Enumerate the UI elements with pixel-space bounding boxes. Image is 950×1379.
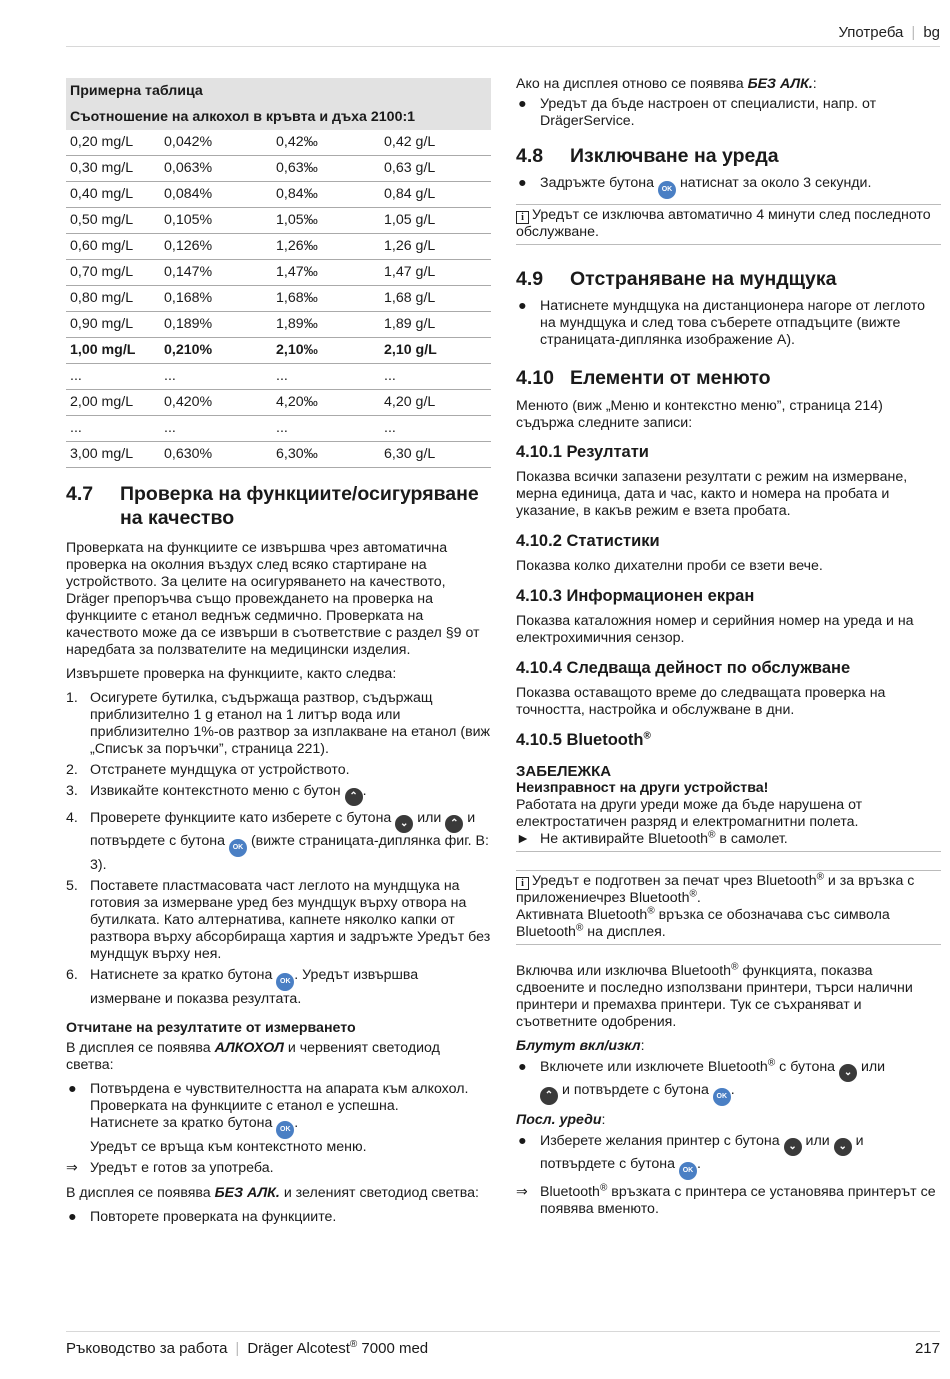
table-cell: 3,00 mg/L [66,442,160,468]
table-cell: 0,063% [160,156,272,182]
section-4-8-heading [516,144,941,168]
paragraph: Показва всички запазени резултати с режим на измерване, мерна единица, дата и час, както и номера на пробата и указание, в какъв режим е взета пробата. [516,469,908,519]
menu-entry-label [516,1112,941,1129]
result-line [516,1184,941,1218]
table-row [66,156,491,182]
table-cell: ... [380,364,491,390]
step-text: Осигурете бутилка, съдържаща разтвор, съдържащ приблизително 1 g етанол на 1 литър вода или приблизително 1%-ов разтвор за изплакване на етанол (виж „Списък за поръчки”, страница 221). [90,690,491,757]
table-cell: 1,47 g/L [380,260,491,286]
text: Уредът е подготвен за печат чрез Bluetooth [532,873,817,889]
table-cell: 0,210% [160,338,272,364]
table-row [66,208,491,234]
heading-text: 4.10.5 Bluetooth [516,731,644,749]
table-cell: ... [272,364,380,390]
table-cell: 1,26 g/L [380,234,491,260]
table-cell: 0,126% [160,234,272,260]
menu-entry-name: Блутут вкл/изкл [516,1038,641,1054]
table-cell: 0,084% [160,182,272,208]
list-item [66,783,491,806]
bullet: ● [518,1059,527,1075]
table-cell: ... [380,416,491,442]
notice-text: Работата на други уреди може да бъде нарушена от електростатичен разряд и електромагнитни полета. [516,797,863,830]
list-item [516,1133,941,1180]
text: и потвърдете с бутона [540,1133,864,1172]
paragraph [66,1040,491,1074]
paragraph: Показва колко дихателни проби се взети вече. [516,558,823,574]
table-cell: 1,68 g/L [380,286,491,312]
section-4-10-heading [516,366,941,390]
registered-mark: ® [689,888,697,900]
info-icon: i [516,211,529,224]
table-row [66,364,491,390]
ok-button-icon: OK [679,1162,697,1180]
text: . [696,1156,701,1172]
ok-button-icon: OK [713,1088,731,1106]
display-text: АЛКОХОЛ [214,1040,284,1056]
list-item [66,1209,491,1226]
bullet-list [66,1081,491,1156]
info-box [516,204,941,245]
table-cell: 6,30‰ [272,442,380,468]
list-item [66,1081,491,1156]
subsection-heading [516,732,941,749]
text: В дисплея се появява [66,1040,211,1056]
table-cell: 0,30 mg/L [66,156,160,182]
footer-model: 7000 med [361,1340,429,1357]
table-cell: 4,20‰ [272,390,380,416]
info-icon: i [516,877,529,890]
step-number: 1. [66,690,78,706]
bullet-list [516,175,941,199]
table-cell: 0,189% [160,312,272,338]
list-item [66,690,491,758]
text: в самолет. [719,831,788,847]
section-4-9-heading [516,267,941,291]
paragraph: Извършете проверка на функциите, както следва: [66,666,397,682]
paragraph: Проверката на функциите се извършва чрез автоматична проверка на околния въздух след всяко стартиране на устройството. За целите на осигуряването на качеството, Dräger препоръчва също провеждането на проверка на функциите с етанол веднъж седмично. Проверката на качеството може да се извърши в съответствие с раздел §9 от наредбата за ползвателите на медицински изделия. [66,540,480,658]
subsection-heading: 4.10.3 Информационен екран [516,587,755,605]
bullet-text: Натиснете за кратко бутона [90,1115,273,1131]
text: Активната Bluetooth [516,907,648,923]
table-cell: 0,168% [160,286,272,312]
paragraph [516,76,941,93]
text: Ако на дисплея отново се появява [516,76,744,92]
text: : [812,76,817,92]
table-cell: 0,147% [160,260,272,286]
registered-mark: ® [816,871,824,883]
table-cell: 2,10 g/L [380,338,491,364]
table-cell: 0,50 mg/L [66,208,160,234]
table-cell: 1,47‰ [272,260,380,286]
text: Включете или изключете Bluetooth [540,1059,768,1075]
registered-mark: ® [643,730,651,742]
section-title: Проверка на функциите/осигуряване на качество [120,483,479,529]
registered-mark: ® [647,905,655,917]
table-row [66,182,491,208]
text: и червеният светодиод светва: [66,1040,440,1073]
table-cell: 0,42 g/L [380,130,491,156]
table-cell: 1,05‰ [272,208,380,234]
header-section: Употреба [838,24,904,41]
text: и за връзка с приложениечрез Bluetooth [516,873,915,906]
arrow-down-button-icon: ⌄ [395,815,413,833]
table-cell: 1,26‰ [272,234,380,260]
bullet: ● [518,96,527,112]
bullet-list [516,298,941,349]
registered-mark: ® [349,1339,358,1350]
ok-button-icon: OK [229,839,247,857]
result-arrow-icon: ⇒ [66,1160,78,1176]
text: или [860,1059,886,1075]
registered-mark: ® [599,1182,608,1194]
paragraph [516,963,941,1031]
subsection-heading: 4.10.4 Следваща дейност по обслужване [516,659,851,677]
left-column [66,74,491,1230]
display-text: БЕЗ АЛК. [214,1185,280,1201]
step-number: 6. [66,967,78,983]
notice-title: ЗАБЕЛЕЖКА [516,763,612,780]
text: Изберете желания принтер с бутона [540,1133,780,1149]
table-row [66,416,491,442]
steps-list [66,690,491,1008]
table-cell: 0,90 mg/L [66,312,160,338]
bullet-text: натиснат за около 3 секунди. [679,175,872,191]
footer-rule [66,1331,940,1332]
arrow-down-button-icon: ⌄ [839,1064,857,1082]
text: връзка се обозначава със символа Bluetooth [516,907,890,940]
bullet-list [66,1209,491,1226]
table-cell: ... [160,416,272,442]
bullet-text: Уредът да бъде настроен от специалисти, напр. от DrägerService. [540,96,877,129]
ok-button-icon: OK [658,181,676,199]
text: на дисплея. [587,924,666,940]
text: с бутона [779,1059,836,1075]
text: . [294,1115,299,1131]
bullet-text: Уредът се връща към контекстното меню. [90,1139,367,1155]
paragraph [66,1185,491,1202]
table-cell: 0,105% [160,208,272,234]
table-cell: 1,05 g/L [380,208,491,234]
bullet: ● [68,1209,77,1225]
paragraph: Показва каталожния номер и серийния номер на уреда и на електрохимичния сензор. [516,613,914,646]
table-cell: 0,40 mg/L [66,182,160,208]
table-cell: 0,42‰ [272,130,380,156]
text: . [730,1082,735,1098]
step-number: 5. [66,878,78,894]
table-cell: 1,89‰ [272,312,380,338]
right-column [516,76,941,1218]
table-cell: 4,20 g/L [380,390,491,416]
table-cell: ... [66,416,160,442]
bullet: ● [518,1133,527,1149]
text: или [805,1133,830,1149]
table-cell: 0,420% [160,390,272,416]
section-number: 4.10 [516,367,554,389]
step-text: Натиснете за кратко бутона [90,967,273,983]
text: В дисплея се появява [66,1185,211,1201]
step-text: и потвърдете с бутона [90,810,476,849]
text: Включва или изключва Bluetooth [516,963,732,979]
list-item [66,762,491,779]
list-item [516,1059,941,1106]
registered-mark: ® [575,922,584,934]
paragraph: Показва оставащото време до следващата проверка на точността, настройка и обслужване в дни. [516,685,886,718]
ok-button-icon: OK [276,1121,294,1139]
step-text: . [362,783,367,799]
section-title: Изключване на уреда [570,145,779,167]
section-number: 4.7 [66,483,94,505]
section-4-7-heading [66,482,491,530]
page-header [838,24,940,41]
step-text: (вижте страницата-диплянка фиг. B: 3). [90,833,489,873]
text: функцията, показва сдвоените и последно използвани принтери, търси налични принтери и премахва принтери. Тук се съхраняват и съответните одобрения. [516,963,913,1030]
bullet-text: Потвърдена е чувствителността на апарата към алкохол. Проверката на функциите с етанол е успешна. [90,1081,469,1114]
text: Bluetooth [540,1184,600,1200]
bullet-text: Натиснете мундщука на дистанционера нагоре от леглото на мундщука и след това съберете отпадъците (вижте страницата-диплянка изображение A). [540,298,926,348]
step-text: Извикайте контекстното меню с бутон [90,783,341,799]
table-cell: 2,10‰ [272,338,380,364]
table-cell: 0,84 g/L [380,182,491,208]
table-cell: 0,70 mg/L [66,260,160,286]
table-row [66,234,491,260]
table-cell: 0,042% [160,130,272,156]
list-item [516,96,941,130]
table-cell: 1,00 mg/L [66,338,160,364]
table-row [66,312,491,338]
text: : [640,1038,645,1054]
result-text: Уредът е готов за употреба. [90,1160,274,1176]
table-row [66,260,491,286]
step-text: . Уредът извършва измерване и показва резултата. [90,967,419,1007]
info-text: Уредът се изключва автоматично 4 минути след последното обслужване. [516,207,931,240]
footer-left [66,1340,428,1357]
table-cell: 0,630% [160,442,272,468]
notice-box [516,763,941,852]
notice-subtitle: Неизправност на други устройства! [516,780,769,796]
result-line [66,1160,491,1177]
section-number: 4.8 [516,145,544,167]
table-cell: 1,89 g/L [380,312,491,338]
step-number: 2. [66,762,78,778]
step-text: Поставете пластмасовата част леглото на мундщука на готовия за измерване уред без мундщук върху отвора на бутилката. Като алтернатива, капнете няколко капки от разтвора върху абсорбираща хартия и задръжте Уредът без мундщук върху нея. [90,878,491,962]
step-text: или [417,810,442,826]
table-row [66,286,491,312]
bullet-text: Задръжте бутона [540,175,655,191]
arrow-down-button-icon: ⌄ [834,1138,852,1156]
arrow-up-button-icon: ⌃ [345,788,363,806]
text: и потвърдете с бутона [561,1082,709,1098]
table-cell: 0,63 g/L [380,156,491,182]
paragraph: Менюто (виж „Меню и контекстно меню”, страница 214) съдържа следните записи: [516,398,883,431]
bullet-text: Повторете проверката на функциите. [90,1209,337,1225]
list-item [516,298,941,349]
subsection-heading: 4.10.1 Резултати [516,443,649,461]
menu-entry-name: Посл. уреди [516,1112,602,1128]
registered-mark: ® [731,961,739,973]
subsection-heading: 4.10.2 Статистики [516,532,660,550]
table-cell: ... [66,364,160,390]
table-row [66,390,491,416]
table-cell: ... [272,416,380,442]
section-title: Елементи от менюто [570,367,771,389]
table-row [66,338,491,364]
arrow-up-button-icon: ⌃ [445,815,463,833]
header-rule [66,46,940,47]
list-item [66,967,491,1008]
registered-mark: ® [767,1057,776,1069]
table-cell: 1,68‰ [272,286,380,312]
table-cell: 6,30 g/L [380,442,491,468]
notice-action [516,831,941,848]
text: . [696,890,701,906]
footer-product: Dräger Alcotest [247,1340,350,1357]
step-text: Отстранете мундщука от устройството. [90,762,350,778]
table-cell: 0,60 mg/L [66,234,160,260]
subheading: Отчитане на резултатите от измерването [66,1020,356,1036]
text: Не активирайте Bluetooth [540,831,709,847]
table-title: Примерна таблица [66,78,491,104]
bullet-list [516,1059,941,1106]
table-cell: 0,20 mg/L [66,130,160,156]
ok-button-icon: OK [276,973,294,991]
table-cell: 0,80 mg/L [66,286,160,312]
page-number: 217 [914,1340,940,1357]
table-cell: 0,84‰ [272,182,380,208]
table-cell: 0,63‰ [272,156,380,182]
table-subtitle: Съотношение на алкохол в кръвта и дъха 2100:1 [66,104,491,130]
table-cell: 2,00 mg/L [66,390,160,416]
text: и зеленият светодиод светва: [283,1185,479,1201]
info-box [516,870,941,945]
display-text: БЕЗ АЛК. [747,76,813,92]
table-row [66,130,491,156]
step-text: Проверете функциите като изберете с бутона [90,810,392,826]
section-title: Отстраняване на мундщука [570,268,837,290]
text: връзката с принтера се установява принтерът се появява вменюто. [540,1184,936,1217]
result-arrow-icon: ⇒ [516,1184,528,1200]
header-separator: | [911,24,916,41]
step-number: 4. [66,810,78,826]
header-lang: bg [923,24,940,41]
text: : [601,1112,606,1128]
section-number: 4.9 [516,268,544,290]
arrow-down-button-icon: ⌄ [784,1138,802,1156]
bullet-list [516,96,941,130]
bullet: ● [518,298,527,314]
step-number: 3. [66,783,78,799]
bullet: ● [518,175,527,191]
list-item [66,878,491,963]
registered-mark: ® [708,829,716,841]
arrow-up-button-icon: ⌃ [540,1087,558,1105]
footer-separator: | [235,1340,240,1357]
list-item [516,175,941,199]
action-arrow-icon: ► [516,831,531,847]
bullet: ● [68,1081,77,1097]
list-item [66,810,491,874]
bullet-list [516,1133,941,1180]
alcohol-table [66,78,491,468]
table-row [66,442,491,468]
menu-entry-label [516,1038,941,1055]
table-cell: ... [160,364,272,390]
footer-manual: Ръководство за работа [66,1340,228,1357]
